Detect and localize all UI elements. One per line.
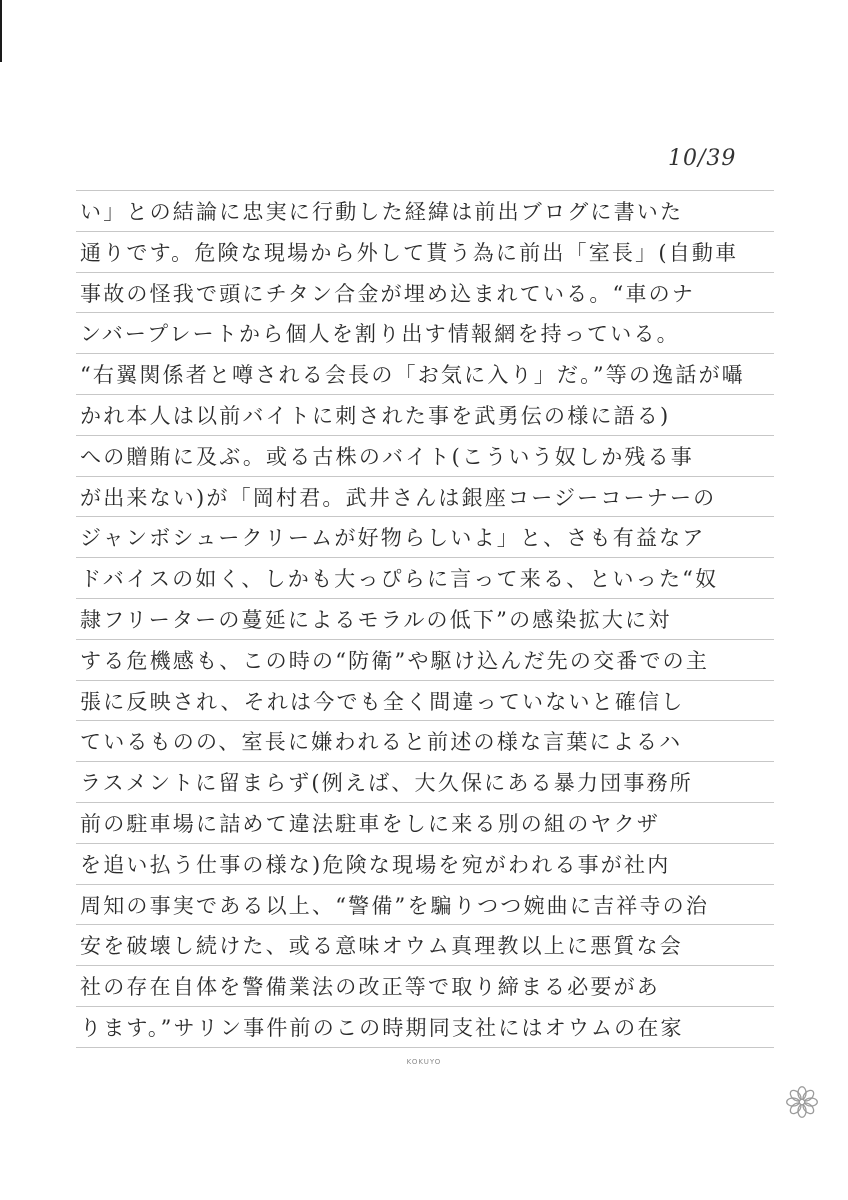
handwritten-line: への贈賄に及ぶ。或る古株のバイト(こういう奴しか残る事 xyxy=(80,444,695,469)
handwritten-line: ジャンボシュークリームが好物らしいよ」と、さも有益なア xyxy=(80,526,706,551)
flower-stamp-icon xyxy=(784,1084,820,1120)
ruled-sheet xyxy=(76,190,774,1046)
page-number: 10/39 xyxy=(668,146,737,171)
handwritten-line: が出来ない)が「岡村君。武井さんは銀座コージーコーナーの xyxy=(80,485,717,510)
handwritten-line: い」との結論に忠実に行動した経緯は前出ブログに書いた xyxy=(80,200,684,224)
handwritten-line: ラスメントに留まらず(例えば、大久保にある暴力団事務所 xyxy=(80,771,693,796)
handwritten-line: 張に反映され、それは今でも全く間違っていないと確信し xyxy=(80,689,685,714)
handwritten-line: ているものの、室長に嫌われると前述の様な言葉によるハ xyxy=(80,730,683,755)
handwritten-line: 周知の事実である以上、“警備”を騙りつつ婉曲に吉祥寺の治 xyxy=(80,893,710,918)
handwritten-line: “右翼関係者と噂される会長の「お気に入り」だ。”等の逸話が囁 xyxy=(80,363,745,388)
handwritten-line: 隷フリーターの蔓延によるモラルの低下”の感染拡大に対 xyxy=(80,608,672,632)
handwritten-line: 事故の怪我で頭にチタン合金が埋め込まれている。“車のナ xyxy=(80,281,696,306)
handwritten-line: 安を破壊し続けた、或る意味オウム真理教以上に悪質な会 xyxy=(80,934,683,959)
handwritten-line: 前の駐車場に詰めて違法駐車をしに来る別の組のヤクザ xyxy=(80,812,660,836)
handwritten-line: ドバイスの如く、しかも大っぴらに言って来る、といった“奴 xyxy=(80,567,719,592)
handwritten-line: かれ本人は以前バイトに刺された事を武勇伝の様に語る) xyxy=(80,404,671,428)
left-edge-mark xyxy=(0,0,2,62)
handwritten-line: 通りです。危険な現場から外して貰う為に前出「室長」(自動車 xyxy=(80,240,739,265)
handwritten-line: 社の存在自体を警備業法の改正等で取り締まる必要があ xyxy=(80,975,660,1000)
handwritten-line: する危機感も、この時の“防衛”や駆け込んだ先の交番での主 xyxy=(80,648,710,673)
handwritten-line: ンバープレートから個人を割り出す情報網を持っている。 xyxy=(80,322,680,347)
ruled-line xyxy=(76,190,774,191)
handwritten-line: ります。”サリン事件前のこの時期同支社にはオウムの在家 xyxy=(80,1016,684,1040)
brand-mark: KOKUYO xyxy=(406,1058,442,1066)
handwritten-line: を追い払う仕事の様な)危険な現場を宛がわれる事が社内 xyxy=(80,852,671,877)
